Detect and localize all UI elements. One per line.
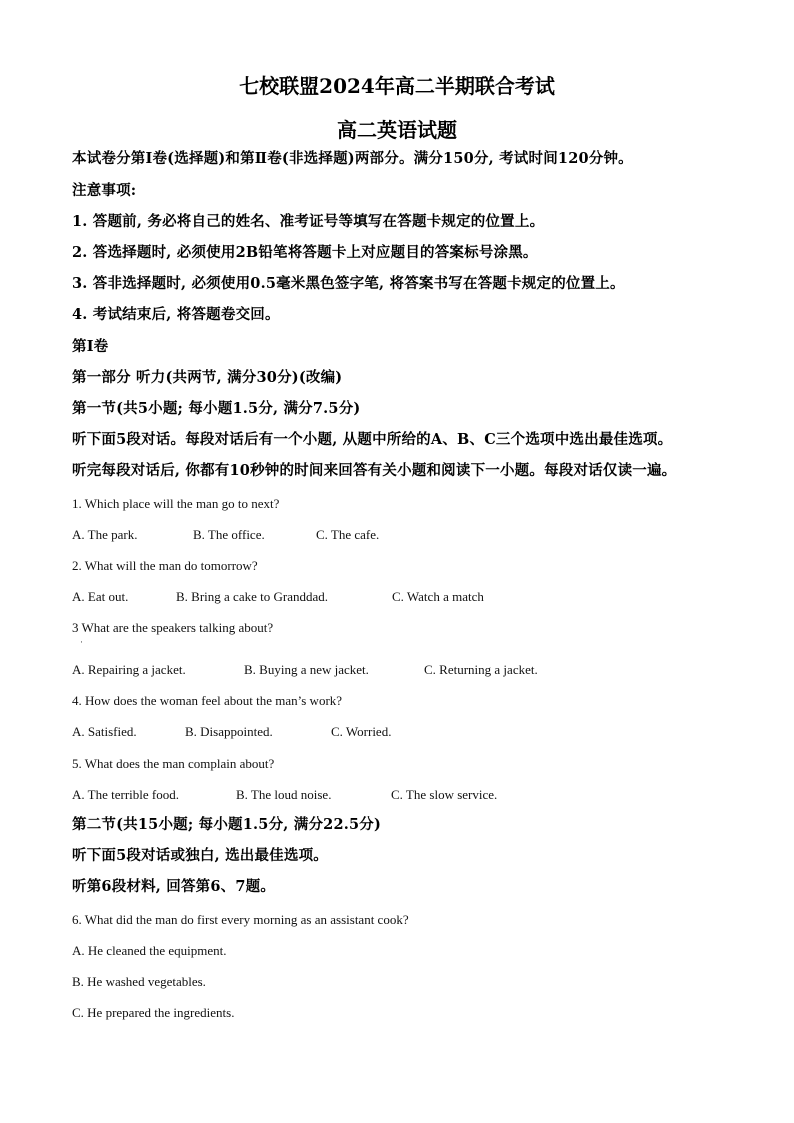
instruction-text: 听下面5段对话。每段对话后有一个小题, 从题中所给的A、B、C三个选项中选出最佳选项。 [72,431,673,448]
option-a: A. He cleaned the equipment. [72,943,227,958]
question-text: 1. Which place will the man go to next? [72,496,280,511]
question-text: 3 What are the speakers talking about? [72,620,274,635]
volume-heading: 第Ⅰ卷 [72,338,109,355]
question-text: 5. What does the man complain about? [72,756,275,771]
option-c: C. The cafe. [316,527,380,542]
notice-heading: 注意事项: [72,182,137,199]
option-b: B. Bring a cake to Granddad. [176,589,328,604]
material-heading: 听第6段材料, 回答第6、7题。 [72,878,276,895]
question-text: 6. What did the man do first every morning as an assistant cook? [72,912,409,927]
question-text: 2. What will the man do tomorrow? [72,558,258,573]
notice-item: 4. 考试结束后, 将答题卷交回。 [72,306,280,323]
notice-item: 2. 答选择题时, 必须使用2B铅笔将答题卡上对应题目的答案标号涂黑。 [72,244,538,261]
subsection-heading: 第二节(共15小题; 每小题1.5分, 满分22.5分) [72,816,382,833]
exam-subtitle: 高二英语试题 [337,118,457,142]
instruction-text: 听完每段对话后, 你都有10秒钟的时间来回答有关小题和阅读下一小题。每段对话仅读一遍。 [72,462,677,479]
exam-summary: 本试卷分第Ⅰ卷(选择题)和第Ⅱ卷(非选择题)两部分。满分150分, 考试时间120分钟。 [72,150,633,167]
option-b: B. The office. [193,527,265,542]
exam-title: 七校联盟2024年高二半期联合考试 [239,74,555,98]
option-a: A. Satisfied. [72,724,137,739]
option-c: C. Watch a match [392,589,484,604]
option-c: C. Returning a jacket. [424,662,538,677]
question-text: 4. How does the woman feel about the man’s work? [72,693,343,708]
option-c: C. The slow service. [391,787,498,802]
option-b: B. Disappointed. [185,724,273,739]
option-a: A. Repairing a jacket. [72,662,186,677]
option-b: B. Buying a new jacket. [244,662,369,677]
option-c: C. Worried. [331,724,392,739]
option-b: B. He washed vegetables. [72,974,206,989]
stray-mark: · [80,637,83,647]
notice-item: 1. 答题前, 务必将自己的姓名、准考证号等填写在答题卡规定的位置上。 [72,213,545,230]
option-c: C. He prepared the ingredients. [72,1005,235,1020]
subsection-heading: 第一节(共5小题; 每小题1.5分, 满分7.5分) [72,400,361,417]
notice-item: 3. 答非选择题时, 必须使用0.5毫米黑色签字笔, 将答案书写在答题卡规定的位置上。 [72,275,625,292]
option-a: A. The terrible food. [72,787,179,802]
instruction-text: 听下面5段对话或独白, 选出最佳选项。 [72,847,328,864]
option-a: A. Eat out. [72,589,129,604]
section-heading: 第一部分 听力(共两节, 满分30分)(改编) [72,369,343,386]
option-b: B. The loud noise. [236,787,332,802]
option-a: A. The park. [72,527,138,542]
